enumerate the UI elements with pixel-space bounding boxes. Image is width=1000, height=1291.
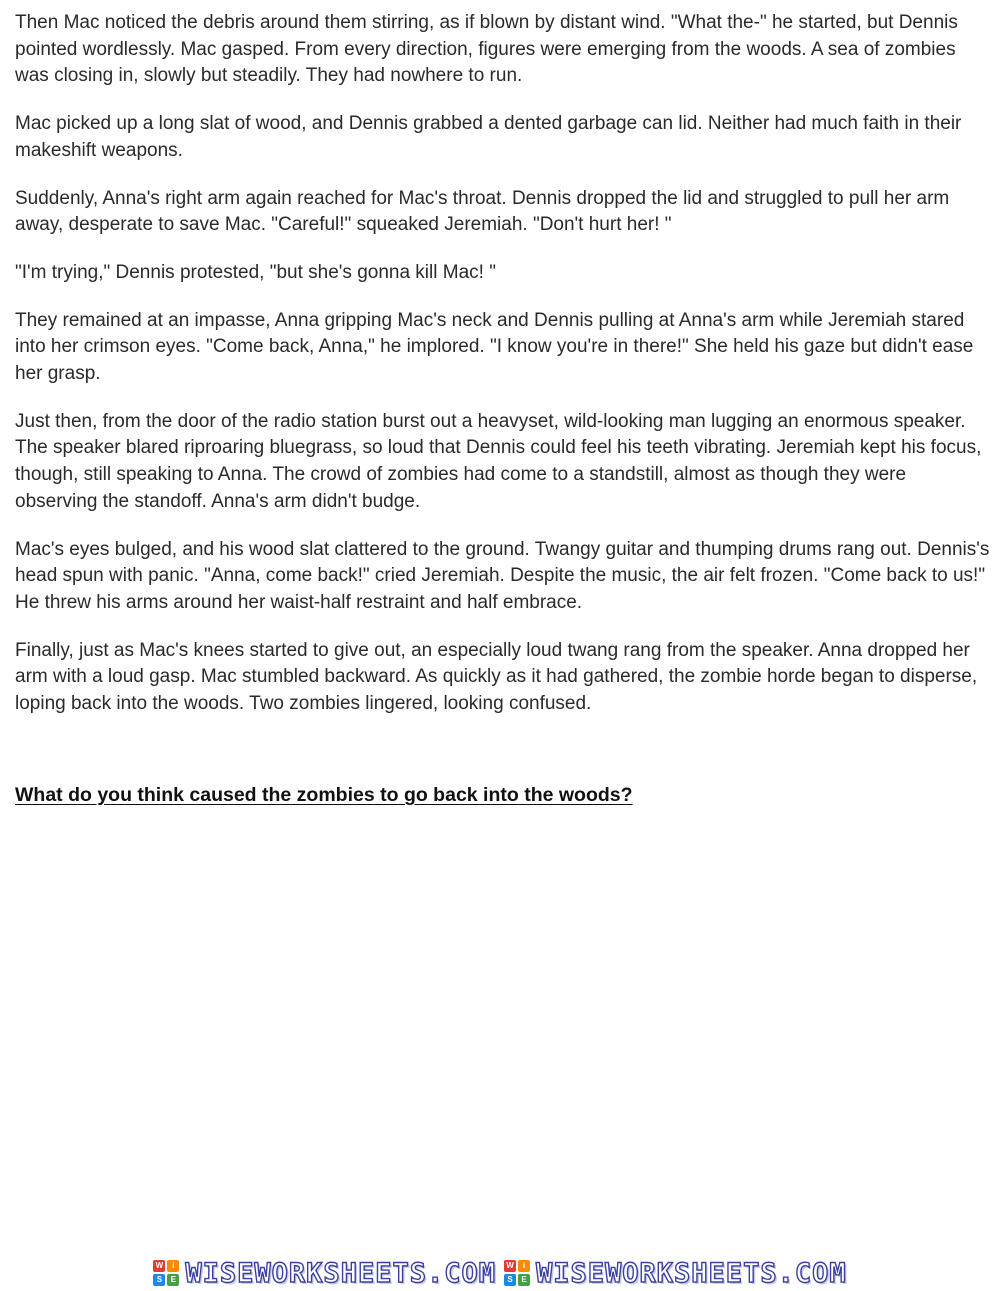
story-text <box>15 10 990 739</box>
footer-watermark <box>0 1255 1000 1291</box>
logo-icon <box>153 1260 179 1286</box>
paragraph-1: Then Mac noticed the debris around them stirring, as if blown by distant wind. "What the-" he started, but Dennis pointed wordlessly. Mac gasped. From every direction, figures were emerging from the woods. A sea of zombies was closing in, slowly but steadily. They had nowhere to run. <box>15 12 958 87</box>
paragraph-6: Just then, from the door of the radio station burst out a heavyset, wild-looking man lugging an enormous speaker. The speaker blared riproaring bluegrass, so loud that Dennis could feel his teeth vibrating. Jeremiah kept his focus, though, still speaking to Anna. The crowd of zombies had come to a standstill, almost as though they were observing the standoff. Anna's arm didn't budge. <box>15 410 982 512</box>
brand-right <box>504 1258 847 1289</box>
logo-tile: E <box>167 1274 179 1286</box>
logo-tile: i <box>518 1260 530 1272</box>
logo-tile: S <box>153 1274 165 1286</box>
brand-left <box>153 1258 496 1289</box>
question-prompt: What do you think caused the zombies to go back into the woods? <box>15 784 633 806</box>
paragraph-7: Mac's eyes bulged, and his wood slat clattered to the ground. Twangy guitar and thumping drums rang out. Dennis's head spun with panic. "Anna, come back!" cried Jeremiah. Despite the music, the air felt frozen. "Come back to us!" He threw his arms around her waist-half restraint and half embrace. <box>15 538 990 613</box>
brand-text: WISEWORKSHEETS.COM <box>536 1257 847 1289</box>
logo-tile: S <box>504 1274 516 1286</box>
paragraph-2: Mac picked up a long slat of wood, and Dennis grabbed a dented garbage can lid. Neither had much faith in their makeshift weapons. <box>15 113 962 161</box>
paragraph-3: Suddenly, Anna's right arm again reached for Mac's throat. Dennis dropped the lid and struggled to pull her arm away, desperate to save Mac. "Careful!" squeaked Jeremiah. "Don't hurt her! " <box>15 187 950 236</box>
logo-tile: i <box>167 1260 179 1272</box>
logo-tile: W <box>504 1260 516 1272</box>
logo-tile: W <box>153 1260 165 1272</box>
brand-text: WISEWORKSHEETS.COM <box>185 1257 496 1289</box>
paragraph-4: "I'm trying," Dennis protested, "but she's gonna kill Mac! " <box>15 261 496 283</box>
paragraph-8: Finally, just as Mac's knees started to give out, an especially loud twang rang from the speaker. Anna dropped her arm with a loud gasp. Mac stumbled backward. As quickly as it had gathered, the zombie horde began to disperse, loping back into the woods. Two zombies lingered, looking confused. <box>15 639 978 715</box>
logo-tile: E <box>518 1274 530 1286</box>
paragraph-5: They remained at an impasse, Anna gripping Mac's neck and Dennis pulling at Anna's arm while Jeremiah stared into her crimson eyes. "Come back, Anna," he implored. "I know you're in there!" She held his gaze but didn't ease her grasp. <box>15 309 974 385</box>
answer-area[interactable] <box>15 830 985 1230</box>
logo-icon <box>504 1260 530 1286</box>
